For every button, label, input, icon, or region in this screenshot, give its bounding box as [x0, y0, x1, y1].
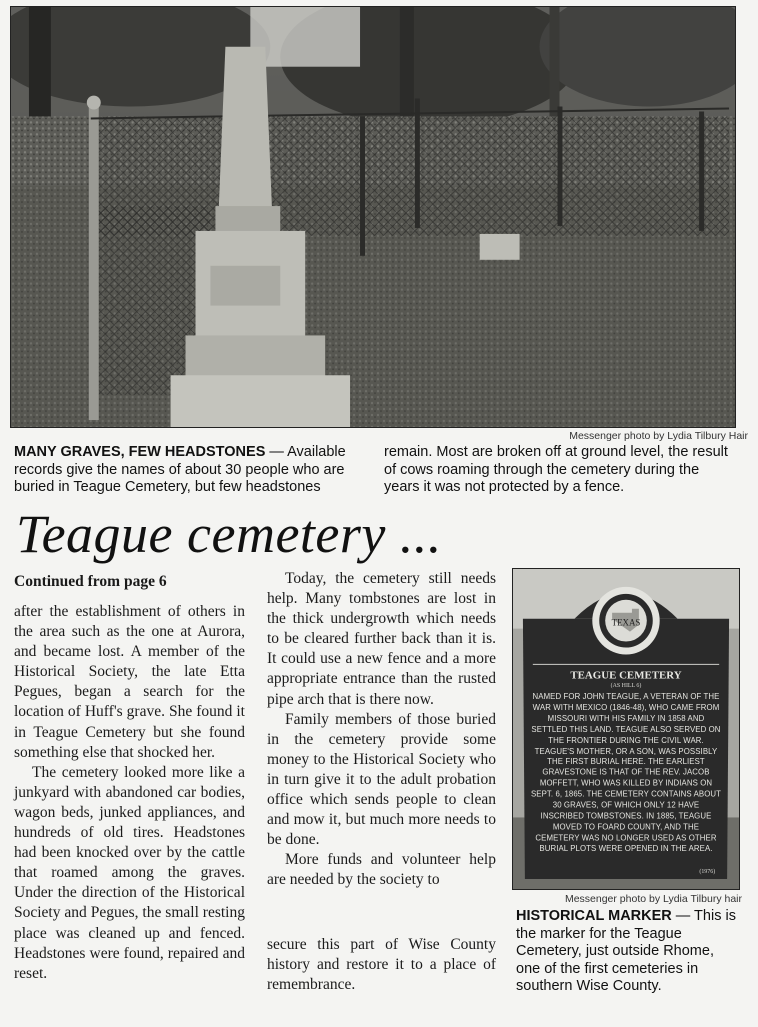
cemetery-photo — [10, 6, 736, 428]
column2-paragraph-3: More funds and volunteer help are needed by the society to — [267, 851, 496, 889]
marker-year: (1976) — [699, 869, 716, 876]
marker-photo-credit: Messenger photo by Lydia Tilbury hair — [564, 893, 742, 905]
seal-text: TEXAS — [611, 617, 641, 628]
column2-paragraph-4: secure this part of Wise County history and restore it to a place of remembrance. — [267, 936, 496, 994]
top-caption-lead: MANY GRAVES, FEW HEADSTONES — [14, 444, 266, 460]
top-caption-right: remain. Most are broken off at ground level, the result of cows roaming through the cemetery during the years it was not protected by a fence. — [384, 444, 728, 495]
historical-marker-art — [513, 569, 739, 889]
continued-from-kicker: Continued from page 6 — [14, 573, 167, 590]
historical-marker-photo — [512, 568, 740, 890]
marker-caption-lead: HISTORICAL MARKER — [516, 908, 672, 924]
marker-title: TEAGUE CEMETERY — [570, 669, 682, 682]
headline: Teague cemetery ... — [16, 504, 442, 564]
article-column-1 — [14, 602, 245, 984]
column1-paragraph-1: after the establishment of others in the area such as the one at Aurora, and became lost. A member of the Historical Society, the late Etta Pegues, began a search for the location of Huff's grave. She found it in Teague Cemetery but she found something else that shocked her. — [14, 603, 245, 761]
marker-body: NAMED FOR JOHN TEAGUE, A VETERAN OF THE WAR WITH MEXICO (1846-48), WHO CAME FROM MISSOURI WITH HIS FAMILY IN 1858 AND SETTLED THIS LAND. TEAGUE ALSO SERVED ON THE FRONTIER DURING THE CIVIL WAR. TEAGUE'S MOTHER, OR A SON, WAS POSSIBLY THE FIRST BURIAL HERE. THE EARLIEST GRAVESTONE IS THAT OF THE REV. JACOB MOFFETT, WHO WAS KILLED BY INDIANS ON SEPT. 6, 1865. THE CEMETERY CONTAINS ABOUT 30 GRAVES, OF WHICH ONLY 12 HAVE INSCRIBED TOMBSTONES. IN 1885, TEAGUE MOVED TO FOARD COUNTY, AND THE CEMETERY WAS NO LONGER USED AS OTHER BURIAL PLOTS WERE OPENED IN THE AREA. — [530, 692, 722, 853]
column2-paragraph-2: Family members of those buried in the cemetery provide some money to the Historical Society who in turn give it to the adult probation office which sends people to clean and mow it, but much more needs to be done. — [267, 710, 496, 849]
column1-paragraph-2: The cemetery looked more like a junkyard with abandoned car bodies, wagon beds, junked appliances, and hundreds of old tires. Headstones had been knocked over by the cattle that roamed among the graves. Under the direction of the Historical Society and Pegues, the small resting place was cleaned up and fenced. Headstones were found, repaired and reset. — [14, 763, 245, 982]
marker-body-wrap — [531, 692, 721, 871]
article-column-2 — [267, 569, 496, 891]
marker-caption-text: — This is the marker for the Teague Cemetery, just outside Rhome, one of the first cemeteries in southern Wise County. — [516, 908, 736, 994]
top-caption-text-left: — Available records give the names of about 30 people who are buried in Teague Cemetery, but few headstones — [14, 444, 346, 495]
marker-caption — [516, 908, 742, 996]
cemetery-photo-art — [11, 7, 735, 427]
column2-paragraph-1: Today, the cemetery still needs help. Many tombstones are lost in the thick undergrowth which needs to be cleared further back than it is. It could use a new fence and a more appropriate entrance than the rusted pipe arch that is there now. — [267, 570, 496, 708]
article-column-2-continued — [267, 935, 496, 995]
top-caption-left — [14, 444, 367, 497]
marker-subtitle: (AS HILL 6) — [610, 683, 642, 690]
top-photo-credit: Messenger photo by Lydia Tilbury Hair — [569, 430, 748, 442]
